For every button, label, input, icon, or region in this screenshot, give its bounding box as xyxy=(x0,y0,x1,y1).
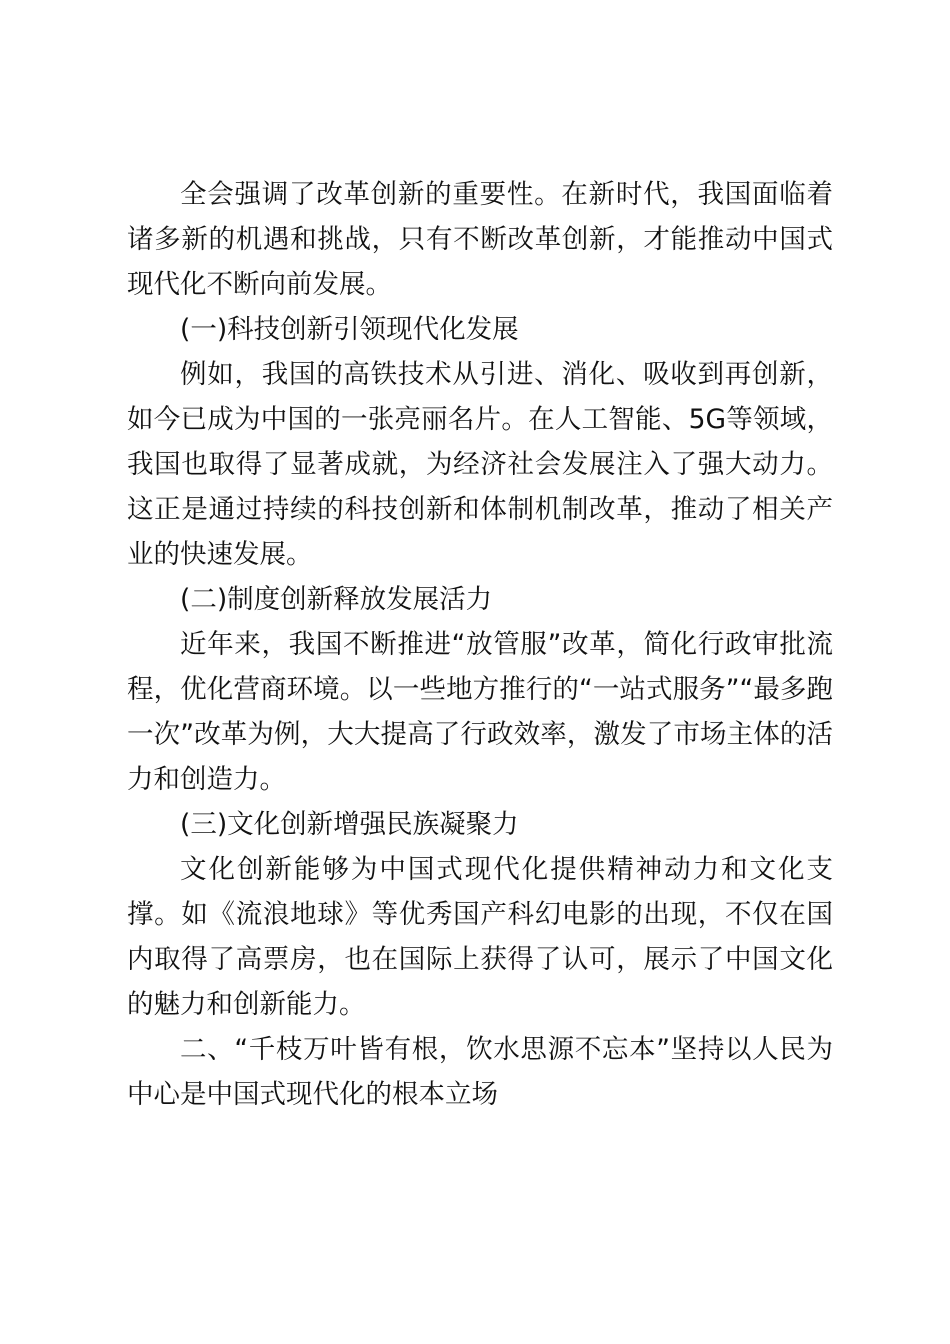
paragraph-institutional-examples: 近年来，我国不断推进“放管服”改革，简化行政审批流程，优化营商环境。以一些地方推行的“一站式服务”“最多跑一次”改革为例，大大提高了行政效率，激发了市场主体的活力和创造力。 xyxy=(127,629,833,795)
section-heading-people-centered: 二、“千枝万叶皆有根，饮水思源不忘本”坚持以人民为中心是中国式现代化的根本立场 xyxy=(127,1034,833,1110)
heading-tech-innovation: (一)科技创新引领现代化发展 xyxy=(180,314,519,345)
heading-institutional-innovation: (二)制度创新释放发展活力 xyxy=(180,584,493,615)
paragraph-tech-examples: 例如，我国的高铁技术从引进、消化、吸收到再创新，如今已成为中国的一张亮丽名片。在人工智能、5G等领域，我国也取得了显著成就，为经济社会发展注入了强大动力。这正是通过持续的科技创新和体制机制改革，推动了相关产业的快速发展。 xyxy=(127,359,833,570)
paragraph-cultural-examples: 文化创新能够为中国式现代化提供精神动力和文化支撑。如《流浪地球》等优秀国产科幻电影的出现，不仅在国内取得了高票房，也在国际上获得了认可，展示了中国文化的魅力和创新能力。 xyxy=(127,854,833,1020)
heading-cultural-innovation: (三)文化创新增强民族凝聚力 xyxy=(180,809,519,840)
paragraph-reform-importance: 全会强调了改革创新的重要性。在新时代，我国面临着诸多新的机遇和挑战，只有不断改革创新，才能推动中国式现代化不断向前发展。 xyxy=(127,179,833,300)
document-body xyxy=(127,172,833,1117)
